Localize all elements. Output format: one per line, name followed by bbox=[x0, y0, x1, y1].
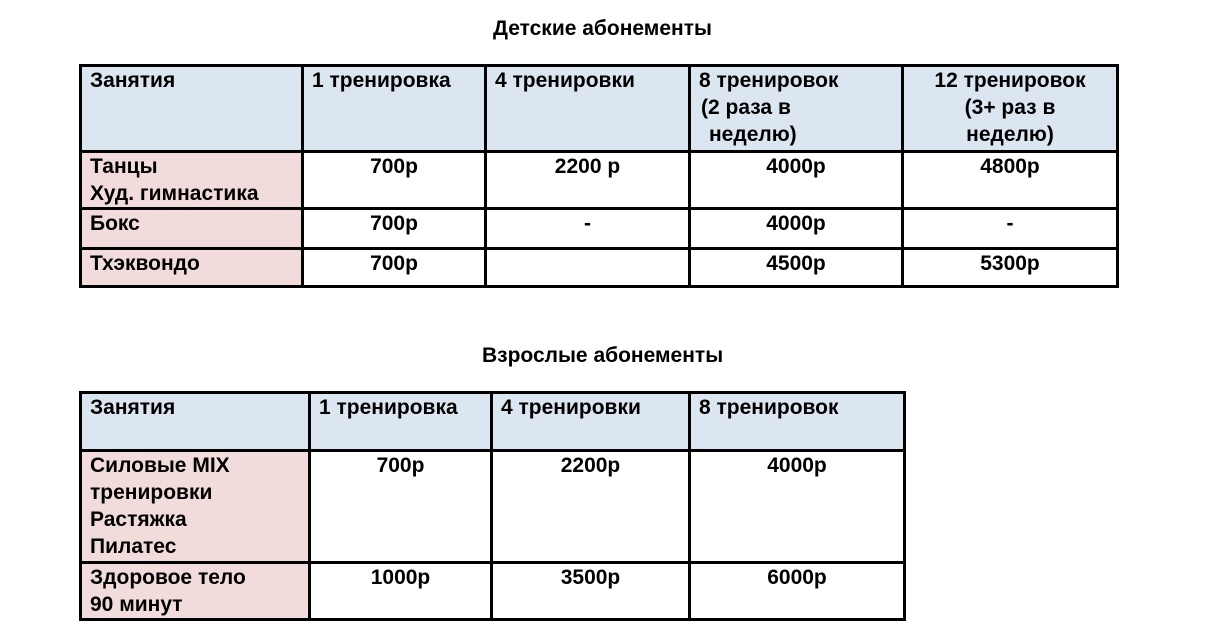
header-text: 1 тренировка bbox=[319, 396, 458, 419]
header-cell-activities bbox=[81, 66, 303, 152]
table-header-row bbox=[81, 66, 1118, 152]
header-cell-4-trainings bbox=[486, 66, 690, 152]
header-cell-4-trainings bbox=[492, 393, 690, 451]
activity-cell bbox=[81, 451, 310, 563]
activity-name: Силовые MIX bbox=[90, 454, 230, 477]
header-text: 4 тренировки bbox=[501, 396, 641, 419]
price-cell: 700р bbox=[310, 451, 492, 563]
price-cell: 4000р bbox=[690, 451, 905, 563]
header-cell-8-trainings bbox=[690, 66, 903, 152]
price-cell: 700р bbox=[303, 249, 486, 287]
activity-name: Худ. гимнастика bbox=[90, 182, 259, 205]
price-cell bbox=[486, 249, 690, 287]
price-cell: 4500р bbox=[690, 249, 903, 287]
kids-price-table bbox=[79, 64, 1119, 288]
price-cell: 4000р bbox=[690, 152, 903, 209]
price-cell: 700р bbox=[303, 152, 486, 209]
header-text: неделю) bbox=[709, 123, 797, 146]
price-cell: 2200 р bbox=[486, 152, 690, 209]
table-row bbox=[81, 209, 1118, 249]
activity-name: Пилатес bbox=[90, 535, 177, 558]
header-text: (3+ раз в bbox=[964, 96, 1056, 119]
header-text: Занятия bbox=[90, 69, 176, 92]
header-text: неделю) bbox=[966, 123, 1054, 146]
activity-cell bbox=[81, 209, 303, 249]
header-text: 8 тренировок bbox=[699, 69, 839, 92]
activity-cell bbox=[81, 563, 310, 620]
table-row bbox=[81, 152, 1118, 209]
price-cell: 6000р bbox=[690, 563, 905, 620]
price-cell: - bbox=[903, 209, 1118, 249]
price-cell: 4800р bbox=[903, 152, 1118, 209]
header-text: Занятия bbox=[90, 396, 176, 419]
header-cell-1-training bbox=[310, 393, 492, 451]
activity-name: Танцы bbox=[90, 155, 158, 178]
price-cell: 4000р bbox=[690, 209, 903, 249]
price-cell: 2200р bbox=[492, 451, 690, 563]
activity-name: Тхэквондо bbox=[90, 252, 200, 275]
activity-cell bbox=[81, 249, 303, 287]
kids-section-title: Детские абонементы bbox=[493, 17, 712, 40]
price-cell: 3500р bbox=[492, 563, 690, 620]
activity-name: тренировки bbox=[90, 481, 213, 504]
table-row bbox=[81, 563, 905, 620]
activity-name: Растяжка bbox=[90, 508, 187, 531]
adults-section-title: Взрослые абонементы bbox=[482, 344, 724, 367]
header-cell-activities bbox=[81, 393, 310, 451]
price-cell: 700р bbox=[303, 209, 486, 249]
activity-cell bbox=[81, 152, 303, 209]
activity-name: 90 минут bbox=[90, 593, 183, 616]
header-cell-1-training bbox=[303, 66, 486, 152]
table-row bbox=[81, 249, 1118, 287]
header-text: 8 тренировок bbox=[699, 396, 839, 419]
table-row bbox=[81, 451, 905, 563]
table-header-row bbox=[81, 393, 905, 451]
activity-name: Здоровое тело bbox=[90, 566, 246, 589]
header-text: 12 тренировок bbox=[934, 69, 1086, 92]
price-cell: 5300р bbox=[903, 249, 1118, 287]
header-text: 4 тренировки bbox=[495, 69, 635, 92]
price-cell: - bbox=[486, 209, 690, 249]
header-cell-12-trainings bbox=[903, 66, 1118, 152]
header-cell-8-trainings bbox=[690, 393, 905, 451]
activity-name: Бокс bbox=[90, 212, 140, 235]
header-text: 1 тренировка bbox=[312, 69, 451, 92]
adults-price-table bbox=[79, 391, 906, 621]
header-text: (2 раза в bbox=[701, 96, 791, 119]
price-cell: 1000р bbox=[310, 563, 492, 620]
